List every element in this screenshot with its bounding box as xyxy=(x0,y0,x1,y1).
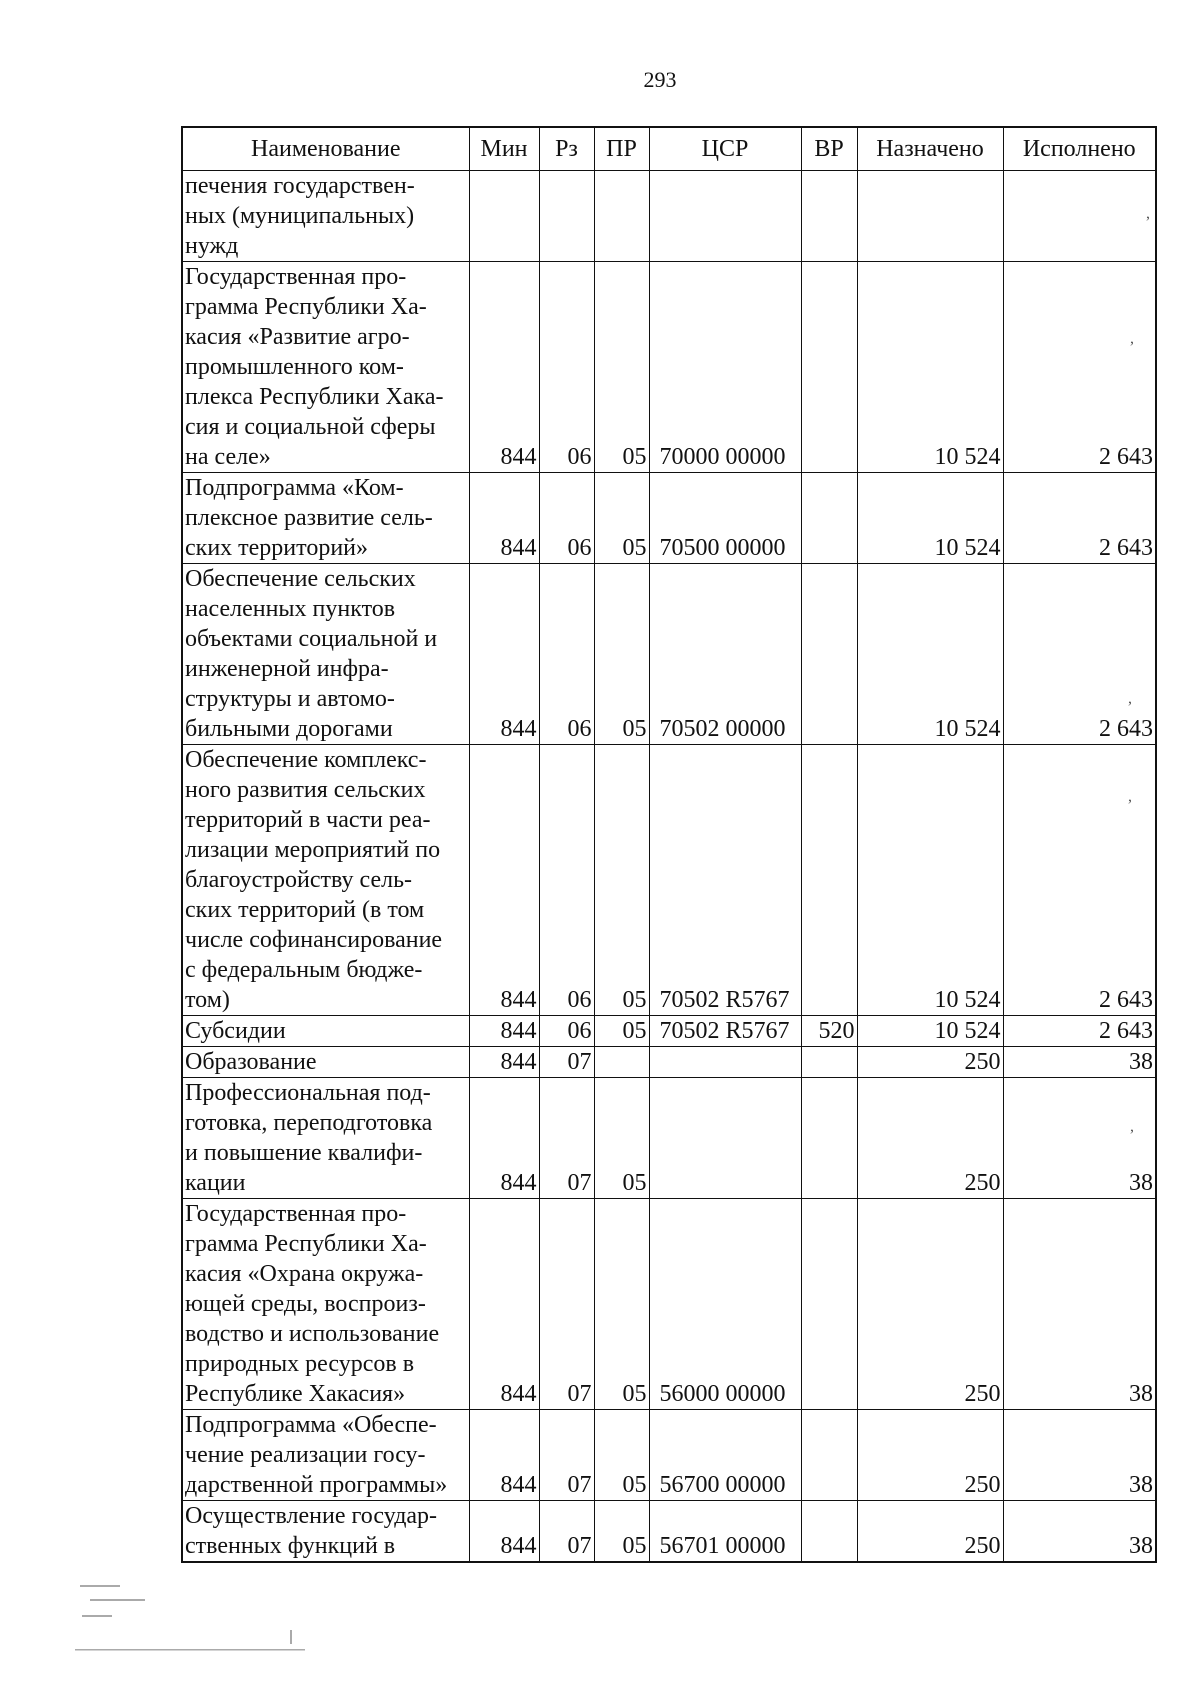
cell-executed: 2 643 xyxy=(1003,473,1156,564)
cell-csr: 56000 00000 xyxy=(649,1199,801,1410)
cell-name xyxy=(182,1199,469,1410)
cell-vr xyxy=(801,1501,857,1563)
cell-csr: 70000 00000 xyxy=(649,262,801,473)
cell-min: 844 xyxy=(469,564,539,745)
cell-rz: 06 xyxy=(539,473,594,564)
header-rz: Рз xyxy=(539,127,594,171)
table-row xyxy=(182,1410,1156,1501)
cell-assigned: 10 524 xyxy=(857,1016,1003,1047)
cell-rz: 06 xyxy=(539,564,594,745)
cell-pr: 05 xyxy=(594,1078,649,1199)
header-vr: ВР xyxy=(801,127,857,171)
cell-assigned: 250 xyxy=(857,1199,1003,1410)
name-line: Профессиональная под- xyxy=(185,1080,431,1106)
cell-vr xyxy=(801,1199,857,1410)
cell-name xyxy=(182,262,469,473)
header-min: Мин xyxy=(469,127,539,171)
name-line: ских территорий» xyxy=(185,535,368,561)
name-line: плекса Республики Хака- xyxy=(185,384,444,410)
cell-vr: 520 xyxy=(801,1016,857,1047)
cell-min: 844 xyxy=(469,1016,539,1047)
cell-pr xyxy=(594,1047,649,1078)
name-line: на селе» xyxy=(185,444,271,470)
table-row xyxy=(182,1016,1156,1047)
header-assigned: Назначено xyxy=(857,127,1003,171)
name-line: структуры и автомо- xyxy=(185,686,395,712)
name-line: природных ресурсов в xyxy=(185,1351,415,1377)
cell-pr xyxy=(594,171,649,262)
cell-min: 844 xyxy=(469,1199,539,1410)
cell-vr xyxy=(801,171,857,262)
cell-name xyxy=(182,171,469,262)
cell-vr xyxy=(801,1078,857,1199)
cell-executed: 38 xyxy=(1003,1047,1156,1078)
cell-name xyxy=(182,1047,469,1078)
cell-executed: 2 643 xyxy=(1003,745,1156,1016)
table-row xyxy=(182,564,1156,745)
name-line: печения государствен- xyxy=(185,173,415,199)
name-line: Обеспечение сельских xyxy=(185,566,416,592)
cell-rz: 06 xyxy=(539,1016,594,1047)
cell-name xyxy=(182,1501,469,1563)
cell-assigned: 250 xyxy=(857,1047,1003,1078)
name-line: том) xyxy=(185,987,230,1013)
table-row xyxy=(182,473,1156,564)
scan-speck: , xyxy=(1130,1118,1134,1135)
cell-assigned: 10 524 xyxy=(857,473,1003,564)
name-line: территорий в части реа- xyxy=(185,807,431,833)
name-line: ного развития сельских xyxy=(185,777,426,803)
cell-assigned: 10 524 xyxy=(857,564,1003,745)
cell-rz: 06 xyxy=(539,262,594,473)
name-line: грамма Республики Ха- xyxy=(185,1231,427,1257)
cell-min: 844 xyxy=(469,262,539,473)
cell-executed: 2 643 xyxy=(1003,1016,1156,1047)
cell-rz: 06 xyxy=(539,745,594,1016)
cell-vr xyxy=(801,262,857,473)
scan-speck: , xyxy=(1128,788,1132,805)
table-row xyxy=(182,1199,1156,1410)
cell-name xyxy=(182,473,469,564)
cell-executed: 2 643 xyxy=(1003,564,1156,745)
name-line: Осуществление государ- xyxy=(185,1503,438,1529)
name-line: и повышение квалифи- xyxy=(185,1140,423,1166)
cell-rz: 07 xyxy=(539,1078,594,1199)
name-line: грамма Республики Ха- xyxy=(185,294,427,320)
cell-name xyxy=(182,1016,469,1047)
table-row xyxy=(182,1078,1156,1199)
header-executed: Исполнено xyxy=(1003,127,1156,171)
name-line: бильными дорогами xyxy=(185,716,393,742)
cell-min: 844 xyxy=(469,1047,539,1078)
cell-executed: 2 643 xyxy=(1003,262,1156,473)
cell-vr xyxy=(801,473,857,564)
cell-assigned: 250 xyxy=(857,1078,1003,1199)
scan-speck: , xyxy=(1130,330,1134,347)
name-line: нужд xyxy=(185,233,239,259)
cell-min: 844 xyxy=(469,1078,539,1199)
name-line: дарственной программы» xyxy=(185,1472,448,1498)
cell-vr xyxy=(801,745,857,1016)
name-line: Государственная про- xyxy=(185,1201,407,1227)
name-line: касия «Охрана окружа- xyxy=(185,1261,424,1287)
cell-executed: 38 xyxy=(1003,1410,1156,1501)
table-row xyxy=(182,171,1156,262)
cell-rz: 07 xyxy=(539,1199,594,1410)
name-line: сия и социальной сферы xyxy=(185,414,436,440)
cell-assigned xyxy=(857,171,1003,262)
name-line: готовка, переподготовка xyxy=(185,1110,433,1136)
cell-name xyxy=(182,1078,469,1199)
cell-min: 844 xyxy=(469,473,539,564)
cell-min: 844 xyxy=(469,745,539,1016)
cell-min xyxy=(469,171,539,262)
cell-csr: 56700 00000 xyxy=(649,1410,801,1501)
cell-csr: 70500 00000 xyxy=(649,473,801,564)
header-name: Наименование xyxy=(182,127,469,171)
cell-rz: 07 xyxy=(539,1410,594,1501)
name-line: с федеральным бюдже- xyxy=(185,957,423,983)
cell-min: 844 xyxy=(469,1501,539,1563)
cell-min: 844 xyxy=(469,1410,539,1501)
cell-csr xyxy=(649,1047,801,1078)
name-line: лизации мероприятий по xyxy=(185,837,441,863)
cell-executed: 38 xyxy=(1003,1501,1156,1563)
name-line: населенных пунктов xyxy=(185,596,396,622)
name-line: касия «Развитие агро- xyxy=(185,324,410,350)
name-line: ских территорий (в том xyxy=(185,897,425,923)
cell-assigned: 10 524 xyxy=(857,745,1003,1016)
cell-rz: 07 xyxy=(539,1047,594,1078)
name-line: плексное развитие сель- xyxy=(185,505,433,531)
cell-csr xyxy=(649,171,801,262)
table-row xyxy=(182,1501,1156,1563)
name-line: кации xyxy=(185,1170,246,1196)
scan-speck: , xyxy=(1146,205,1150,222)
name-line: ных (муниципальных) xyxy=(185,203,415,229)
cell-executed xyxy=(1003,171,1156,262)
name-line: промышленного ком- xyxy=(185,354,404,380)
cell-vr xyxy=(801,1047,857,1078)
cell-csr: 70502 R5767 xyxy=(649,1016,801,1047)
table-body xyxy=(182,171,1156,1563)
cell-assigned: 250 xyxy=(857,1501,1003,1563)
name-line: числе софинансирование xyxy=(185,927,443,953)
cell-assigned: 10 524 xyxy=(857,262,1003,473)
cell-csr: 56701 00000 xyxy=(649,1501,801,1563)
page-number: 293 xyxy=(643,67,677,92)
cell-pr: 05 xyxy=(594,1199,649,1410)
name-line: объектами социальной и xyxy=(185,626,438,652)
cell-assigned: 250 xyxy=(857,1410,1003,1501)
cell-csr: 70502 00000 xyxy=(649,564,801,745)
name-line: Образование xyxy=(185,1049,317,1075)
name-line: Обеспечение комплекс- xyxy=(185,747,427,773)
name-line: благоустройству сель- xyxy=(185,867,413,893)
cell-rz xyxy=(539,171,594,262)
cell-vr xyxy=(801,564,857,745)
name-line: чение реализации госу- xyxy=(185,1442,426,1468)
name-line: Подпрограмма «Ком- xyxy=(185,475,404,501)
cell-executed: 38 xyxy=(1003,1199,1156,1410)
header-csr: ЦСР xyxy=(649,127,801,171)
cell-pr: 05 xyxy=(594,262,649,473)
cell-pr: 05 xyxy=(594,1410,649,1501)
cell-name xyxy=(182,1410,469,1501)
cell-pr: 05 xyxy=(594,1501,649,1563)
name-line: Республике Хакасия» xyxy=(185,1381,406,1407)
scan-speck: , xyxy=(1128,690,1132,707)
cell-csr: 70502 R5767 xyxy=(649,745,801,1016)
cell-pr: 05 xyxy=(594,1016,649,1047)
cell-pr: 05 xyxy=(594,473,649,564)
name-line: водство и использование xyxy=(185,1321,440,1347)
name-line: инженерной инфра- xyxy=(185,656,389,682)
table-row xyxy=(182,745,1156,1016)
header-row xyxy=(182,127,1156,171)
header-pr: ПР xyxy=(594,127,649,171)
cell-pr: 05 xyxy=(594,564,649,745)
table-row xyxy=(182,1047,1156,1078)
cell-pr: 05 xyxy=(594,745,649,1016)
name-line: ющей среды, воспроиз- xyxy=(185,1291,426,1317)
scan-noise xyxy=(70,1575,310,1655)
cell-rz: 07 xyxy=(539,1501,594,1563)
name-line: Подпрограмма «Обеспе- xyxy=(185,1412,437,1438)
table-row xyxy=(182,262,1156,473)
name-line: ственных функций в xyxy=(185,1533,396,1559)
name-line: Государственная про- xyxy=(185,264,407,290)
cell-name xyxy=(182,564,469,745)
cell-vr xyxy=(801,1410,857,1501)
cell-executed: 38 xyxy=(1003,1078,1156,1199)
cell-name xyxy=(182,745,469,1016)
cell-csr xyxy=(649,1078,801,1199)
budget-table xyxy=(181,126,1157,1563)
name-line: Субсидии xyxy=(185,1018,286,1044)
